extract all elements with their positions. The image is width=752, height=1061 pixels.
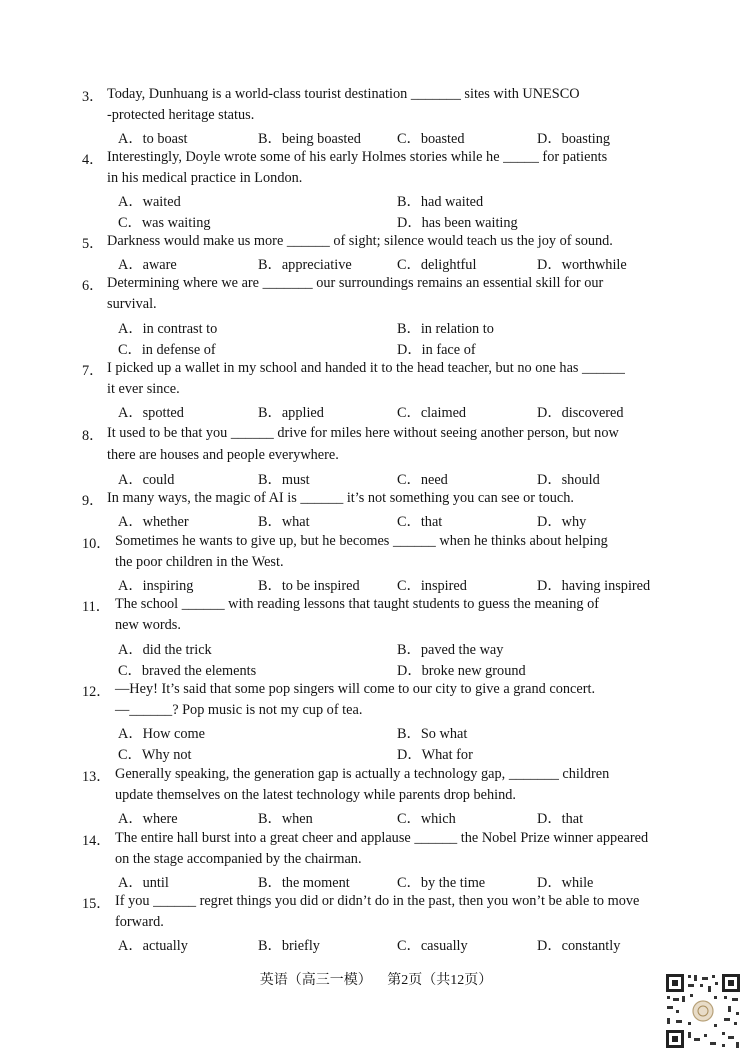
question-text: —Hey! It’s said that some pop singers will come to our city to give a grand concert.	[115, 681, 596, 697]
option-c: C．that	[397, 514, 443, 530]
option-b: B．being boasted	[258, 131, 361, 147]
qr-code-icon	[664, 972, 742, 1050]
question-number: 5．	[82, 236, 104, 252]
option-c: C．casually	[397, 938, 468, 954]
question-number: 8．	[82, 428, 104, 444]
option-d: D．worthwhile	[537, 257, 627, 273]
option-a: A．could	[118, 472, 175, 488]
option-d: D．broke new ground	[397, 663, 526, 679]
option-b: B．to be inspired	[258, 578, 360, 594]
question-number: 11．	[82, 599, 111, 615]
question-text: in his medical practice in London.	[107, 170, 303, 186]
option-d: D．that	[537, 811, 584, 827]
question-number: 9．	[82, 493, 104, 509]
option-c: C．was waiting	[118, 215, 211, 231]
option-a: A．did the trick	[118, 642, 212, 658]
option-a: A．whether	[118, 514, 189, 530]
option-a: A．to boast	[118, 131, 188, 147]
option-d: D．why	[537, 514, 587, 530]
question-text: on the stage accompanied by the chairman.	[115, 851, 362, 867]
question-text: forward.	[115, 914, 164, 930]
option-d: D．constantly	[537, 938, 621, 954]
question-number: 7．	[82, 363, 104, 379]
option-a: A．inspiring	[118, 578, 194, 594]
question-text: Interestingly, Doyle wrote some of his early Holmes stories while he _____ for patients	[107, 149, 608, 165]
question-number: 15．	[82, 896, 111, 912]
option-b: B．what	[258, 514, 310, 530]
option-c: C．claimed	[397, 405, 467, 421]
option-d: D．boasting	[537, 131, 611, 147]
option-a: A．aware	[118, 257, 177, 273]
option-a: A．waited	[118, 194, 181, 210]
question-text: new words.	[115, 617, 181, 633]
question-text: —______? Pop music is not my cup of tea.	[115, 702, 363, 718]
question-text: Generally speaking, the generation gap is actually a technology gap, _______ children	[115, 766, 610, 782]
question-number: 13．	[82, 769, 111, 785]
question-text: The entire hall burst into a great cheer and applause ______ the Nobel Prize winner appeared	[115, 830, 649, 846]
option-b: B．must	[258, 472, 310, 488]
question-number: 4．	[82, 152, 104, 168]
option-c: C．inspired	[397, 578, 467, 594]
question-text: survival.	[107, 296, 157, 312]
option-b: B．had waited	[397, 194, 484, 210]
question-text: I picked up a wallet in my school and handed it to the head teacher, but no one has ______	[107, 360, 625, 376]
question-text: there are houses and people everywhere.	[107, 447, 339, 463]
option-d: D．while	[537, 875, 594, 891]
option-b: B．briefly	[258, 938, 320, 954]
option-b: B．in relation to	[397, 321, 494, 337]
option-c: C．delightful	[397, 257, 477, 273]
option-d: D．What for	[397, 747, 473, 763]
question-text: Today, Dunhuang is a world-class tourist destination _______ sites with UNESCO	[107, 86, 580, 102]
question-number: 3．	[82, 89, 104, 105]
option-b: B．paved the way	[397, 642, 504, 658]
question-text: The school ______ with reading lessons that taught students to guess the meaning of	[115, 596, 600, 612]
question-text: update themselves on the latest technology while parents drop behind.	[115, 787, 517, 803]
option-a: A．How come	[118, 726, 205, 742]
option-c: C．in defense of	[118, 342, 216, 358]
option-a: A．in contrast to	[118, 321, 218, 337]
option-c: C．boasted	[397, 131, 465, 147]
option-a: A．where	[118, 811, 178, 827]
option-d: D．discovered	[537, 405, 624, 421]
option-d: D．has been waiting	[397, 215, 518, 231]
option-d: D．in face of	[397, 342, 476, 358]
option-b: B．when	[258, 811, 313, 827]
option-b: B．So what	[397, 726, 468, 742]
option-d: D．should	[537, 472, 600, 488]
option-b: B．appreciative	[258, 257, 352, 273]
question-text: Sometimes he wants to give up, but he becomes ______ when he thinks about helping	[115, 533, 608, 549]
option-c: C．Why not	[118, 747, 192, 763]
option-a: A．actually	[118, 938, 188, 954]
page-footer	[0, 969, 752, 989]
question-text: Darkness would make us more ______ of sight; silence would teach us the joy of sound.	[107, 233, 613, 249]
footer-page-number: 第2页（共12页）	[387, 973, 493, 988]
option-b: B．applied	[258, 405, 324, 421]
question-number: 14．	[82, 833, 111, 849]
question-text: In many ways, the magic of AI is ______ it’s not something you can see or touch.	[107, 490, 574, 506]
option-c: C．by the time	[397, 875, 486, 891]
question-number: 10．	[82, 536, 111, 552]
question-text: it ever since.	[107, 381, 180, 397]
footer-subject: 英语（高三一模）	[259, 973, 372, 988]
question-text: Determining where we are _______ our surroundings remains an essential skill for our	[107, 275, 604, 291]
question-text: If you ______ regret things you did or didn’t do in the past, then you won’t be able to move	[115, 893, 640, 909]
option-a: A．spotted	[118, 405, 184, 421]
option-c: C．need	[397, 472, 448, 488]
option-c: C．braved the elements	[118, 663, 257, 679]
option-c: C．which	[397, 811, 456, 827]
question-text: the poor children in the West.	[115, 554, 284, 570]
option-a: A．until	[118, 875, 169, 891]
question-text: -protected heritage status.	[107, 107, 255, 123]
question-number: 12．	[82, 684, 111, 700]
question-text: It used to be that you ______ drive for miles here without seeing another person, but now	[107, 425, 619, 441]
option-d: D．having inspired	[537, 578, 651, 594]
question-number: 6．	[82, 278, 104, 294]
option-b: B．the moment	[258, 875, 350, 891]
